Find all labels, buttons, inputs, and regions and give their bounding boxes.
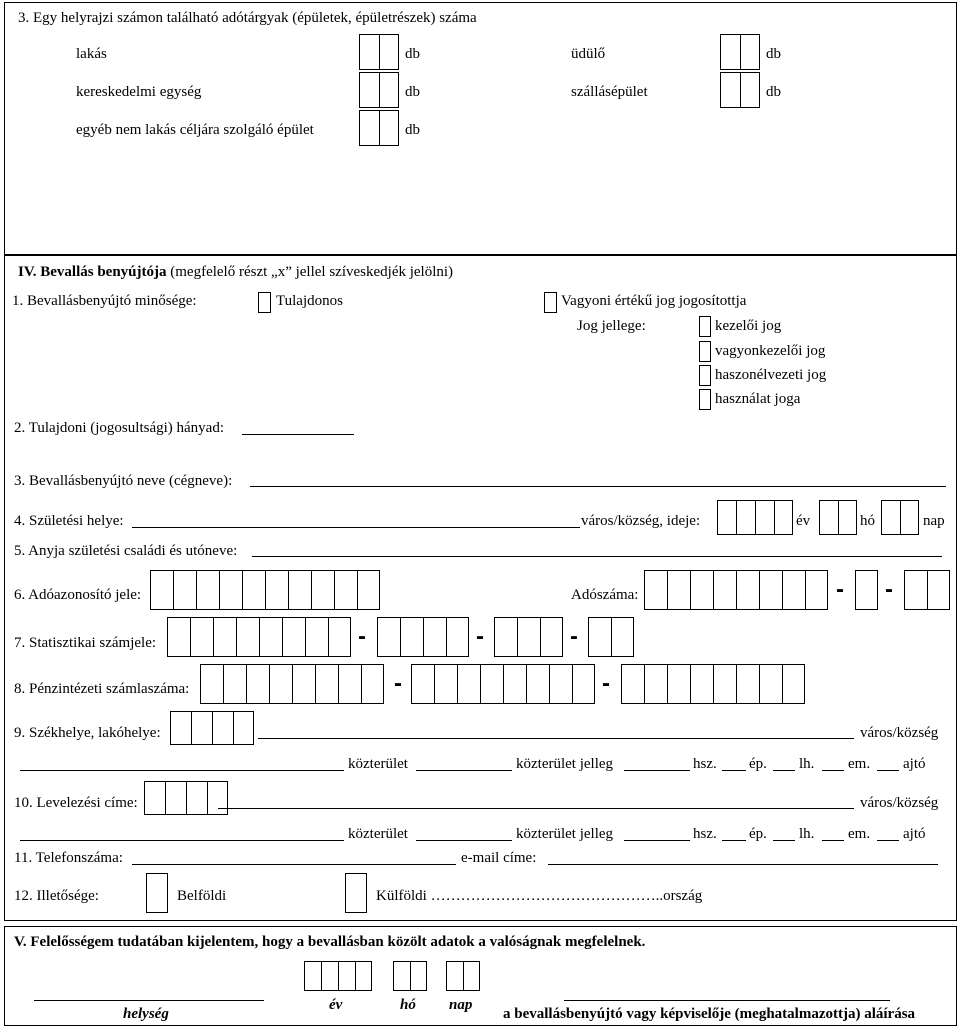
q5-label: 5. Anyja születési családi és utóneve: [14,543,238,559]
q7-label: 7. Statisztikai számjele: [14,635,157,651]
birth-day-cells[interactable] [881,500,919,535]
right-type-label: Jog jellege: [577,318,646,334]
sign-year-cells[interactable] [304,961,372,991]
birth-month-label: hó [860,513,875,529]
seat-city-field[interactable] [258,738,854,739]
floor-field[interactable] [822,770,844,771]
street-label: közterület [348,756,408,772]
count-label-egyeb: egyéb nem lakás céljára szolgáló épület [76,122,314,138]
count-label-szallas: szállásépület [571,84,648,100]
q3-label: 3. Bevallásbenyújtó neve (cégneve): [14,473,233,489]
house-number-label: hsz. [693,826,717,842]
unit-db: db [405,122,420,138]
section-4-title-bold: IV. Bevallás benyújtója [18,264,167,280]
mailing-city-field[interactable] [218,808,854,809]
rights-holder-checkbox[interactable] [544,292,557,313]
bank-account-cells-1[interactable] [200,664,384,704]
door-label: ajtó [903,756,926,772]
separator-dash: - [394,670,402,697]
unit-db: db [405,84,420,100]
tax-number-label: Adószáma: [571,587,639,603]
city-label: város/község [860,725,939,741]
section-3-title: 3. Egy helyrajzi számon található adótárgyak (épületek, épületrészek) száma [18,10,477,26]
door-field[interactable] [877,840,899,841]
right-type-checkbox[interactable] [699,316,711,337]
floor-label: em. [848,826,871,842]
street-type-label: közterület jelleg [516,826,614,842]
count-label-lakas: lakás [76,46,107,62]
right-type-option: haszonélvezeti jog [715,367,827,383]
right-type-option: kezelői jog [715,318,782,334]
street-type-label: közterület jelleg [516,756,614,772]
signature-label: a bevallásbenyújtó vagy képviselője (meghatalmazottja) aláírása [503,1006,916,1022]
count-label-kereskedelmi: kereskedelmi egység [76,84,202,100]
door-field[interactable] [877,770,899,771]
place-label: helység [123,1006,169,1022]
tax-number-county-cells[interactable] [904,570,950,610]
count-input-szallas[interactable] [720,72,760,108]
street-field[interactable] [20,770,344,771]
q10-label: 10. Levelezési címe: [14,795,138,811]
street-label: közterület [348,826,408,842]
q2-label: 2. Tulajdoni (jogosultsági) hányad: [14,420,224,436]
unit-db: db [766,84,781,100]
birthplace-city-label: város/község, ideje: [581,513,701,529]
phone-field[interactable] [132,864,456,865]
separator-dash: - [358,623,366,650]
separator-dash: - [476,623,484,650]
mother-name-field[interactable] [252,556,942,557]
floor-field[interactable] [822,840,844,841]
signature-field[interactable] [564,1000,890,1001]
building-field[interactable] [722,770,746,771]
sign-year-label: év [329,997,343,1013]
separator-dash: - [602,670,610,697]
stat-code-cells-4[interactable] [588,617,634,657]
q8-label: 8. Pénzintézeti számlaszáma: [14,681,190,697]
name-field[interactable] [250,486,946,487]
house-number-field[interactable] [624,770,690,771]
floor-label: em. [848,756,871,772]
right-type-checkbox[interactable] [699,365,711,386]
section-4-title-rest: (megfelelő részt „x” jellel szíveskedjék jelölni) [166,264,454,280]
building-label: ép. [749,756,767,772]
door-label: ajtó [903,826,926,842]
bank-account-cells-3[interactable] [621,664,805,704]
count-input-kereskedelmi[interactable] [359,72,399,108]
q6-label: 6. Adóazonosító jele: [14,587,142,603]
house-number-label: hsz. [693,756,717,772]
unit-db: db [405,46,420,62]
postal-code-cells[interactable] [170,711,254,745]
sign-month-cells[interactable] [393,961,427,991]
q11-label: 11. Telefonszáma: [14,850,123,866]
q12-label: 12. Illetősége: [14,888,99,904]
street-type-field[interactable] [416,770,512,771]
birth-month-cells[interactable] [819,500,857,535]
email-label: e-mail címe: [461,850,537,866]
email-field[interactable] [548,864,938,865]
right-type-checkbox[interactable] [699,389,711,410]
bank-account-cells-2[interactable] [411,664,595,704]
building-field[interactable] [722,840,746,841]
tax-number-main-cells[interactable] [644,570,828,610]
stat-code-cells-1[interactable] [167,617,351,657]
separator-dash: - [570,623,578,650]
house-number-field[interactable] [624,840,690,841]
share-field[interactable] [242,434,354,435]
count-input-egyeb[interactable] [359,110,399,146]
sign-day-cells[interactable] [446,961,480,991]
staircase-field[interactable] [773,770,795,771]
mailing-postal-code-cells[interactable] [144,781,228,815]
right-type-option: használat joga [715,391,801,407]
section-5-title: V. Felelősségem tudatában kijelentem, hogy a bevallásban közölt adatok a valóságnak megfelelnek. [14,934,646,950]
unit-db: db [766,46,781,62]
right-type-option: vagyonkezelői jog [715,343,826,359]
sign-month-label: hó [400,997,416,1013]
count-input-lakas[interactable] [359,34,399,70]
count-input-udulo[interactable] [720,34,760,70]
foreign-checkbox[interactable] [345,873,367,913]
staircase-label: lh. [799,826,815,842]
city-label: város/község [860,795,939,811]
domestic-label: Belföldi [177,888,227,904]
street-field[interactable] [20,840,344,841]
right-type-checkbox[interactable] [699,341,711,362]
separator-dash: - [885,576,893,603]
stat-code-cells-2[interactable] [377,617,469,657]
q4-label: 4. Születési helye: [14,513,124,529]
tax-id-cells[interactable] [150,570,380,610]
staircase-label: lh. [799,756,815,772]
sign-day-label: nap [449,997,473,1013]
birthplace-field[interactable] [132,527,580,528]
q1-label: 1. Bevallásbenyújtó minősége: [12,293,197,309]
section-4-title [18,265,453,280]
building-label: ép. [749,826,767,842]
birth-year-cells[interactable] [717,500,793,535]
owner-checkbox[interactable] [258,292,271,313]
count-label-udulo: üdülő [571,46,606,62]
q9-label: 9. Székhelye, lakóhelye: [14,725,161,741]
birth-day-label: nap [923,513,945,529]
birth-year-label: év [796,513,811,529]
domestic-checkbox[interactable] [146,873,168,913]
tax-number-vat-cells[interactable] [855,570,878,610]
rights-holder-label: Vagyoni értékű jog jogosítottja [561,293,747,309]
separator-dash: - [836,576,844,603]
stat-code-cells-3[interactable] [494,617,563,657]
street-type-field[interactable] [416,840,512,841]
place-field[interactable] [34,1000,264,1001]
foreign-label: Külföldi ………………………………………..ország [376,888,703,904]
owner-label: Tulajdonos [276,293,343,309]
staircase-field[interactable] [773,840,795,841]
